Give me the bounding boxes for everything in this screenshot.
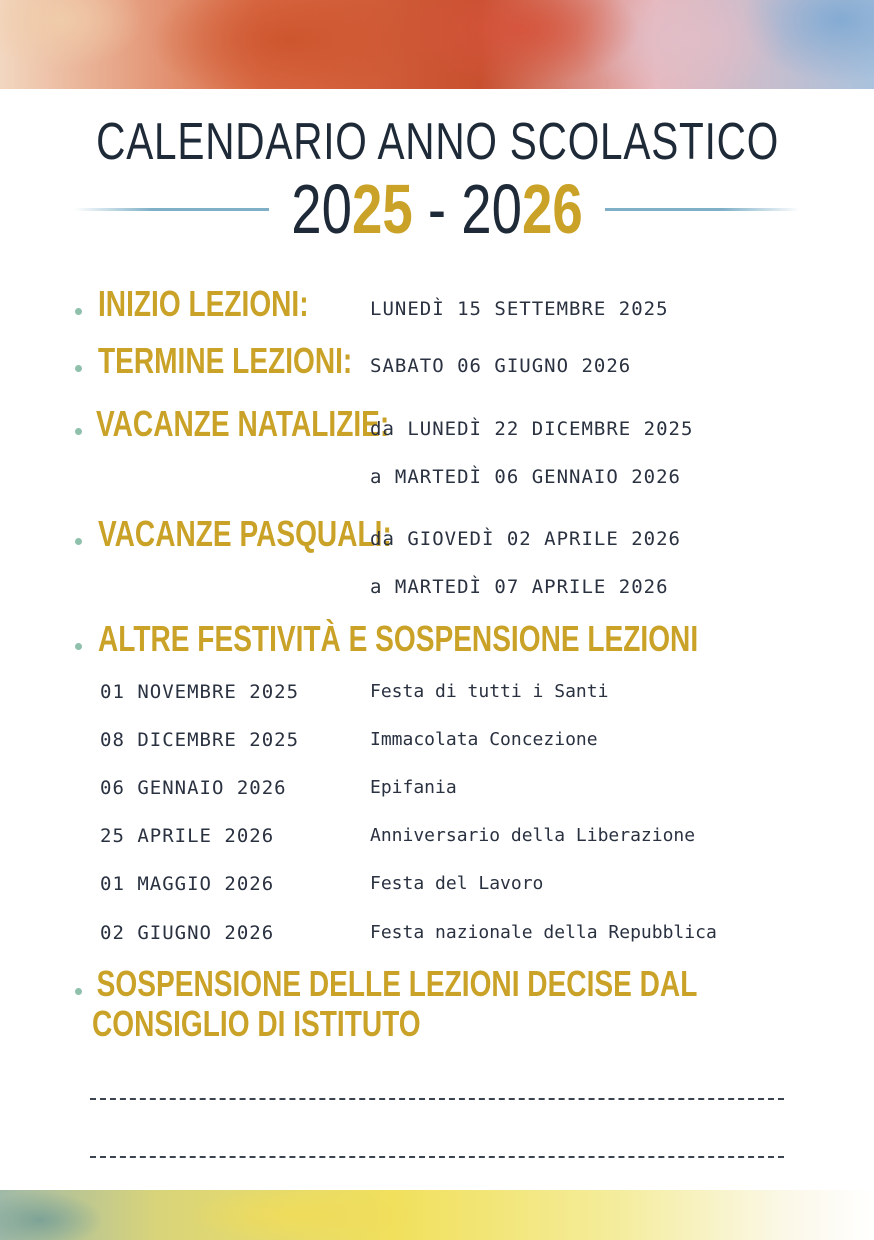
bullet-icon [75,988,82,995]
bullet-icon [75,538,82,545]
bullet-icon [75,428,82,435]
vacanze-pasquali-to: a MARTEDÌ 07 APRILE 2026 [370,576,669,598]
holiday-name: Festa di tutti i Santi [370,681,609,702]
blank-entry-line [90,1098,784,1100]
termine-lezioni-label: TERMINE LEZIONI: [98,340,353,381]
holiday-date: 01 NOVEMBRE 2025 [100,681,300,703]
inizio-lezioni-value: LUNEDÌ 15 SETTEMBRE 2025 [370,298,669,320]
bottom-decorative-banner [0,1190,874,1240]
bullet-icon [75,365,82,372]
bullet-icon [75,308,82,315]
vacanze-natalizie-label: VACANZE NATALIZIE: [96,403,390,444]
holiday-date: 08 DICEMBRE 2025 [100,729,300,751]
blank-entry-line [90,1156,784,1158]
holiday-name: Epifania [370,777,457,798]
year-start-prefix: 20 [291,170,352,248]
top-decorative-banner [0,0,874,89]
year-end-suffix: 26 [522,170,583,248]
holiday-name: Immacolata Concezione [370,729,598,750]
year-end-prefix: 20 [461,170,523,248]
holiday-date: 25 APRILE 2026 [100,825,275,847]
title-rule-right [605,208,800,211]
holiday-name: Festa del Lavoro [370,873,544,894]
termine-lezioni-value: SABATO 06 GIUGNO 2026 [370,355,632,377]
vacanze-pasquali-from: da GIOVEDÌ 02 APRILE 2026 [370,528,681,550]
holiday-date: 01 MAGGIO 2026 [100,873,275,895]
holiday-name: Anniversario della Liberazione [370,825,696,846]
vacanze-natalizie-to: a MARTEDÌ 06 GENNAIO 2026 [370,466,681,488]
year-separator: - [412,170,462,248]
vacanze-natalizie-from: da LUNEDÌ 22 DICEMBRE 2025 [370,418,694,440]
vacanze-pasquali-label: VACANZE PASQUALI: [98,513,392,554]
holiday-name: Festa nazionale della Repubblica [370,922,717,943]
year-start-suffix: 25 [351,170,413,248]
holiday-date: 06 GENNAIO 2026 [100,777,287,799]
title-rule-left [74,208,269,211]
holiday-date: 02 GIUGNO 2026 [100,922,275,944]
consiglio-istituto-label: SOSPENSIONE DELLE LEZIONI DECISE DAL CONSIGLIO DI ISTITUTO [92,963,697,1044]
page-title: CALENDARIO ANNO SCOLASTICO [96,113,780,171]
bullet-icon [75,643,82,650]
inizio-lezioni-label: INIZIO LEZIONI: [98,283,309,324]
altre-festivita-label: ALTRE FESTIVITÀ E SOSPENSIONE LEZIONI [98,618,699,659]
